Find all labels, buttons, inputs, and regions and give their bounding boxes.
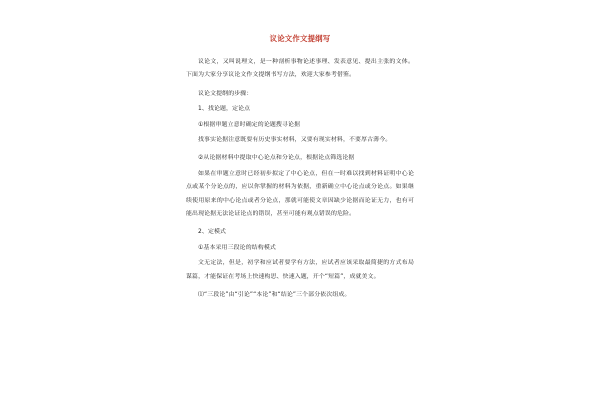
document-title: 议论文作文提纲写 (269, 34, 331, 43)
step-2-heading: 2、定模式 (198, 229, 227, 236)
step-2-item-1: ①基本采用三段论的结构模式 (198, 244, 276, 251)
step-2-item-1-sub: ⑴“三段论”由“引论”“本论”和“结论”三个部分依次组成。 (198, 292, 351, 299)
intro-paragraph: 议论文，又叫说理文，是一种剖析事物论述事理、发表意见、提出主张的文体。下面为大家分享议论文作文提纲书写方法，欢迎大家参考借鉴。 (186, 59, 414, 79)
step-1-heading: 1、找论题，定论点 (198, 106, 251, 113)
step-2-item-1-detail: 文无定法，但是，初学和应试者要学有方法，应试者应该采取最简捷的方式布局谋篇，才能保证在考场上快速构思、快速入题，开个“短篇”，成就美文。 (186, 260, 414, 280)
document-body (186, 33, 414, 308)
step-1-item-1-detail: 找事实论据注意既要有历史事实材料，又要有现实材料，不要厚古薄今。 (198, 137, 392, 144)
steps-heading: 议论文提纲的步骤： (198, 90, 253, 97)
step-1-item-2-detail: 如果在审题立意时已经初步拟定了中心论点，但在一时难以找到材料证明中心论点或某个分论点的，应以你掌握的材料为依据，重新确立中心论点或分论点。如果继续使用原来的中心论点或者分论点，那就可能使文章因缺少论据而论证无力，也有可能出现论据无法论证论点的错误，甚至可能有观点错误的危险。 (186, 170, 414, 218)
step-1-item-2: ②从论据材料中提取中心论点和分论点，根据论点筛选论据 (198, 155, 355, 162)
step-1-item-1: ①根据审题立意时确定的论题搜寻论据 (198, 121, 301, 128)
